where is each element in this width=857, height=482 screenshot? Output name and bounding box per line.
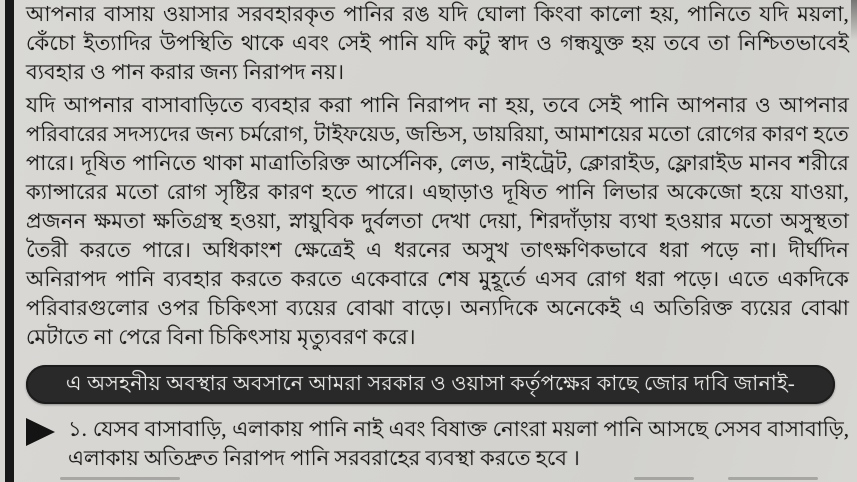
triangle-bullet-icon: [26, 418, 55, 446]
demand-banner-text: এ অসহনীয় অবস্থার অবসানে আমরা সরকার ও ওয়াসা কর্তৃপক্ষের কাছে জোর দাবি জানাই-: [65, 372, 796, 395]
paragraph-water-quality-warning: আপনার বাসায় ওয়াসার সরবহারকৃত পানির রঙ যদি ঘোলা কিংবা কালো হয়, পানিতে যদি ময়লা, কেঁচো ইত্যাদির উপস্থিতি থাকে এবং সেই পানি যদি কটু স্বাদ ও গন্ধযুক্ত হয় তবে তা নিশ্চিতভাবেই ব্যবহার ও পান করার জন্য নিরাপদ নয়।: [26, 2, 849, 84]
demand-text: যেসব বাসাবাড়ি, এলাকায় পানি নাই এবং বিষাক্ত নোংরা ময়লা পানি আসছে সেসব বাসাবাড়ি, এলাকায় অতিদ্রুত নিরাপদ পানি সরবরাহের ব্যবস্থা করতে হবে ।: [68, 417, 849, 470]
page-content: [26, 0, 849, 473]
left-border-rule: [5, 0, 14, 482]
demand-number: ১.: [68, 417, 87, 441]
scan-edge-shadow: [851, 0, 857, 40]
demand-item-body: [68, 415, 849, 473]
cutoff-next-line-remnant: [60, 475, 837, 482]
demand-item-1: [26, 415, 849, 473]
paragraph-health-risks: যদি আপনার বাসাবাড়িতে ব্যবহার করা পানি নিরাপদ না হয়, তবে সেই পানি আপনার ও আপনার পরিবারের সদস্যদের জন্য চর্মরোগ, টাইফয়েড, জন্ডিস, ডায়রিয়া, আমাশয়ের মতো রোগের কারণ হতে পারে। দূষিত পানিতে থাকা মাত্রাতিরিক্ত আর্সেনিক, লেড, নাইট্রেট, ক্লোরাইড, ফ্লোরাইড মানব শরীরে ক্যান্সারের মতো রোগ সৃষ্টির কারণ হতে পারে। এছাড়াও দূষিত পানি লিভার অকেজো হয়ে যাওয়া, প্রজনন ক্ষমতা ক্ষতিগ্রস্থ হওয়া, স্নায়ুবিক দুর্বলতা দেখা দেয়া, শিরদাঁড়ায় ব্যথা হওয়ার মতো অসুস্থতা তৈরী করতে পারে। অধিকাংশ ক্ষেত্রেই এ ধরনের অসুখ তাৎক্ষণিকভাবে ধরা পড়ে না। দীর্ঘদিন অনিরাপদ পানি ব্যবহার করতে করতে একেবারে শেষ মুহূর্তে এসব রোগ ধরা পড়ে। এতে একদিকে পরিবারগুলোর ওপর চিকিৎসা ব্যয়ের বোঝা বাড়ে। অন্যদিকে অনেকেই এ অতিরিক্ত ব্যয়ের বোঝা মেটাতে না পেরে বিনা চিকিৎসায় মৃত্যুবরণ করে।: [26, 93, 849, 349]
demand-banner: [26, 365, 835, 404]
